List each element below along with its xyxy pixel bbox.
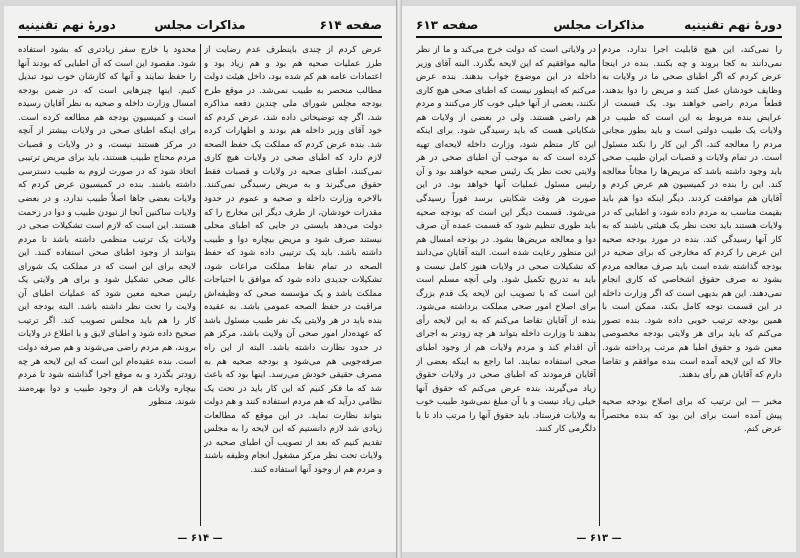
column-text: عرض کردم از چندی باینطرف عدم رضایت از طرز عملیات صحیه هم بود و هم زیاد بود و اعتمادات عامه هم کم شده بود، داخل هیئت دولت مطالب منحصر به طبیب نمی‌شد. در موقع طرح بودجه مجلس شورای ملی چندین دفعه مذاکره شد، اگر چه توضیحاتی داده شد، عرض کردم که خود آقای وزیر داخله هم بودند و اظهارات کرده شد. بنده عرض کردم که مملکت یک حفظ الصحه لازم دارد که اطبای صحی در ولایات هیچ کاری نمی‌کنند، اطبای صحیه در ولایات و قصبات فقط حقوق می‌گیرند و به مریض رسیدگی نمی‌کنند. بالاخره وزارت داخله و صحیه و عموم در حدود مقدرات خودشان، از طرف دیگر این مخارج را که دولت می‌دهد بایستی در جایی که اطبای محلی نیستند صرف شود و مریض بیچاره دوا و طبیب داشته باشد. باید یک ترتیبی داده شود که حفظ الصحه در تمام نقاط مملکت مراعات شود، تشکیلات جدیدی داده شود که موافق با احتیاجات مملکت باشد و یک مؤسسه صحی که وظیفه‌اش مراقبت در حفظ الصحه عمومی باشد. به عقیده بنده باید در هر ولایتی یک نفر طبیب مسئول باشد که عهده‌دار امور صحی آن ولایت باشد، مرکز هم در حدود نظارت داشته باشد. البته از این راه صرفه‌جویی هم می‌شود و بودجه صحیه هم به مصرف حقیقی خودش می‌رسد. اینها بود که باعث شد که ما فکر کنیم که این کار باید در تحت یک نظامی درآید که هم مردم استفاده کنند و هم دولت بتواند نظارت نماید. در این موقع که مطالعات زیادی شد لازم دانستیم که این لایحه را به مجلس تقدیم کنیم که بعد از تصویب آن اطبای صحیه در ولایات تحت نظر مرکز مشغول انجام وظیفه باشند و مردم هم از وجود آنها استفاده کنند. (204, 45, 382, 475)
page-number: صفحه ۶۱۴ (319, 18, 382, 32)
column-text: را نمی‌کند، این هیچ قابلیت اجرا ندارد، مردم نمی‌دانند به کجا بروند و چه بکنند. بنده در اینجا عرض کردم که اگر اطبای صحی ما در ولایات به وظایف خودشان عمل کنند و مریض را دوا بدهند، قطعاً مردم راضی خواهند بود. یک قسمت از عرایض بنده مربوط به این است که طبیب در ولایات یک طبیب دولتی است و باید بطور مجانی مردم را معالجه کند، اگر این کار را نکند مسئول است. در تمام ولایات و قصبات ایران طبیب صحی باید وجود داشته باشد که مریض‌ها را مجاناً معالجه کند. این را بنده در کمیسیون هم عرض کردم و آقایان هم موافقت کردند. دیگر اینکه دوا هم باید بقیمت مناسب به مردم داده شود، و اطبایی که در ولایات هستند باید تحت نظر یک هیئتی باشند که به کار آنها رسیدگی کند. بنده در مورد بودجه صحیه این عرض را کردم که مخارجی که برای صحیه در بودجه گذاشته شده است باید صرف معالجه مردم بشود نه صرف حقوق اشخاصی که کاری انجام نمی‌دهند. این هم بدیهی است که اگر وزارت داخله در این قسمت توجه کامل بکند، ممکن است با همین بودجه ترتیب خوبی داده شود. بنده تصور می‌کنم که باید برای هر ولایتی بودجه مخصوصی معین شود و حقوق اطبا هم مرتب پرداخته شود. حالا که این لایحه آمده است بنده موافقم و تقاضا دارم که آقایان هم رأی بدهند. مخبر — این ترتیب که برای اصلاح بودجه صحیه پیش آمده است برای این بود که بنده مختصراً عرض کنم. (602, 45, 782, 435)
column-text: در ولایاتی است که دولت خرج می‌کند و ما از نظر مالیه موافقیم که این لایحه بگذرد. البته آقای وزیر داخله در این موضوع جواب بدهند. بنده عرض می‌کنم که اینطور نیست که اطبای صحی هیچ کاری نکنند، بعضی از آنها خیلی خوب کار می‌کنند و مردم هم راضی هستند. ولی در بعضی از ولایات هم شکایاتی هست که باید رسیدگی شود. برای اینکه این کار منظم شود، وزارت داخله لایحه‌ای تهیه کرده است که به موجب آن اطبای صحی در هر ولایتی تحت نظر یک رئیس صحیه خواهند بود و آن رئیس مسئول عملیات آنها خواهد بود. در این صورت هر وقت شکایتی برسد فوراً رسیدگی می‌شود. قسمت دیگر این است که بودجه صحیه باید طوری تنظیم شود که قسمت عمده آن صرف دوا و معالجه مریض‌ها بشود. در بودجه امسال هم این منظور رعایت شده است. البته آقایان می‌دانند که تشکیلات صحی در ولایات هنوز کامل نیست و باید به تدریج تکمیل شود. ولی آنچه مسلم است این است که با تصویب این لایحه یک قدم بزرگ برای اصلاح امور صحی مملکت برداشته می‌شود. بنده از آقایان تقاضا می‌کنم که به این لایحه رأی بدهند تا وزارت داخله بتواند هر چه زودتر به اجرای آن اقدام کند و مردم ولایات هم از وجود اطبای صحی استفاده نمایند. اما راجع به اینکه بعضی از آقایان فرمودند که اطبای صحی در ولایات حقوق زیاد می‌گیرند، بنده عرض می‌کنم که حقوق آنها خیلی زیاد نیست و با آن مبلغ نمی‌شود طبیب خوب به ولایات فرستاد. باید حقوق آنها را مرتب داد تا با دلگرمی کار کنند. (416, 45, 596, 435)
session-title: دورهٔ نهم تقنینیه (18, 18, 116, 32)
column-divider (599, 44, 600, 526)
text-column-left (416, 44, 596, 526)
page-number: صفحه ۶۱۳ (416, 18, 479, 32)
column-text: محدود با خارج سفر زیادتری که بشود استفاده شود. مقصود این است که آن اطبایی که بودند آنها را حفظ نمایند و آنها که کارشان خوب نبود تبدیل کنیم. اینها چیزهایی است که در ضمن بودجه امسال وزارت داخله و صحیه به نظر آقایان رسیده است و کمیسیون بودجه هم مطالعه کرده است. برای اینکه اطبای صحی در ولایات بیشتر از آنچه در مرکز هستند نیست، و در ولایات و قصبات مردم محتاج طبیب هستند، باید برای مریض ترتیبی اتخاذ شود که در صورت لزوم به طبیب دسترسی داشته باشند. بنده در کمیسیون عرض کردم که ولایات بعضی جاها اصلاً طبیب ندارد، و در بعضی ولایات ساکنین آنجا از نبودن طبیب و دوا در زحمت هستند. این است که لازم است تشکیلات صحی در ولایات یک ترتیب منظمی داشته باشد تا مردم بتوانند از وجود اطبای صحی استفاده کنند. این لایحه برای این است که در مملکت یک شورای عالی صحی تشکیل شود و برای هر ولایتی یک رئیس صحیه معین شود که عملیات اطبای آن ولایت را تحت نظر داشته باشد. البته بودجه این کار را هم باید مجلس تصویب کند. اگر ترتیب صحیح داده شود و اطبای لایق و با اطلاع در ولایات بروند، هم مردم راضی می‌شوند و هم صرفه دولت است. بنده عقیده‌ام این است که این لایحه هر چه زودتر بگذرد و به موقع اجرا گذاشته شود تا مردم بیچاره ولایات هم از وجود طبیب و دوا بهره‌مند شوند. منظور (18, 45, 196, 408)
text-column-right (204, 44, 382, 526)
journal-title: مذاکرات مجلس (154, 18, 246, 32)
page-footer-number: — ۶۱۴ — (177, 533, 223, 544)
column-divider (200, 44, 201, 526)
page-footer-number: — ۶۱۳ — (576, 533, 622, 544)
page-header (416, 16, 782, 38)
text-column-left (18, 44, 196, 526)
text-column-right (602, 44, 782, 526)
session-title: دورهٔ نهم تقنینیه (684, 18, 782, 32)
journal-title: مذاکرات مجلس (553, 18, 645, 32)
left-page (4, 6, 396, 552)
page-header (18, 16, 382, 38)
right-page (402, 6, 796, 552)
